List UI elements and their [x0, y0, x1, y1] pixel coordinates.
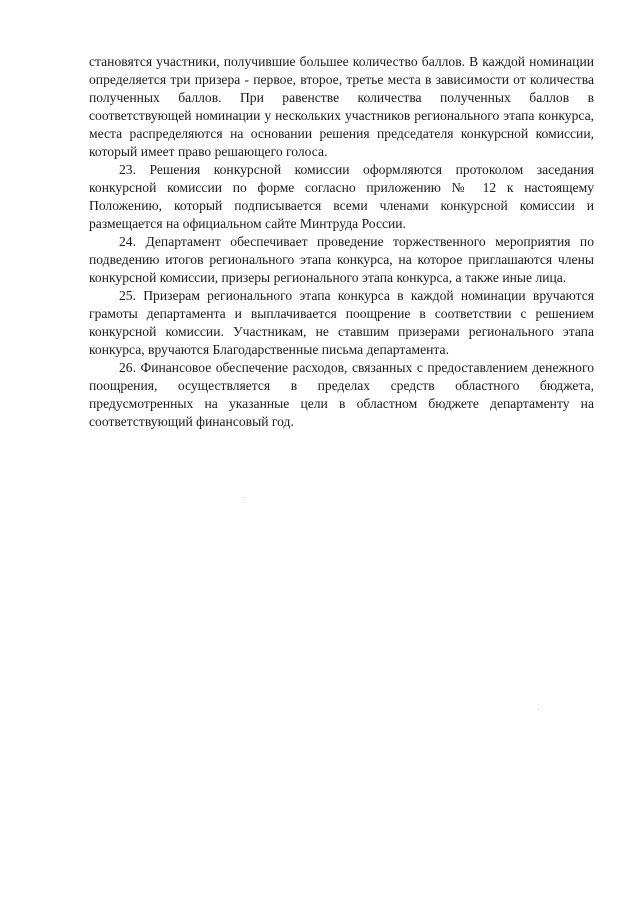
paragraph-24: 24. Департамент обеспечивает проведение торжественного мероприятия по подведению итогов регионального этапа конкурса, на которое приглашаются члены конкурсной комиссии, призеры регионального этапа конкурса, а также иные лица. — [89, 234, 594, 285]
document-body — [89, 53, 594, 431]
paragraph-23: 23. Решения конкурсной комиссии оформляются протоколом заседания конкурсной комиссии по форме согласно приложению № 12 к настоящему Положению, который подписывается всеми членами конкурсной комиссии и размещается на официальном сайте Минтруда России. — [89, 162, 594, 231]
paragraph-continuation: становятся участники, получившие большее количество баллов. В каждой номинации определяется три призера - первое, второе, третье места в зависимости от количества полученных баллов. При равенстве количества полученных баллов в соответствующей номинации у нескольких участников регионального этапа конкурса, места распределяются на основании решения председателя конкурсной комиссии, который имеет право решающего голоса. — [89, 54, 594, 159]
scan-speck — [538, 709, 539, 710]
scan-speck — [243, 497, 244, 498]
paragraph-25: 25. Призерам регионального этапа конкурса в каждой номинации вручаются грамоты департамента и выплачивается поощрение в соответствии с решением конкурсной комиссии. Участникам, не ставшим призерами регионального этапа конкурса, вручаются Благодарственные письма департамента. — [89, 288, 594, 357]
paragraph-26: 26. Финансовое обеспечение расходов, связанных с предоставлением денежного поощрения, осуществляется в пределах средств областного бюджета, предусмотренных на указанные цели в областном бюджете департаменту на соответствующий финансовый год. — [89, 360, 594, 429]
